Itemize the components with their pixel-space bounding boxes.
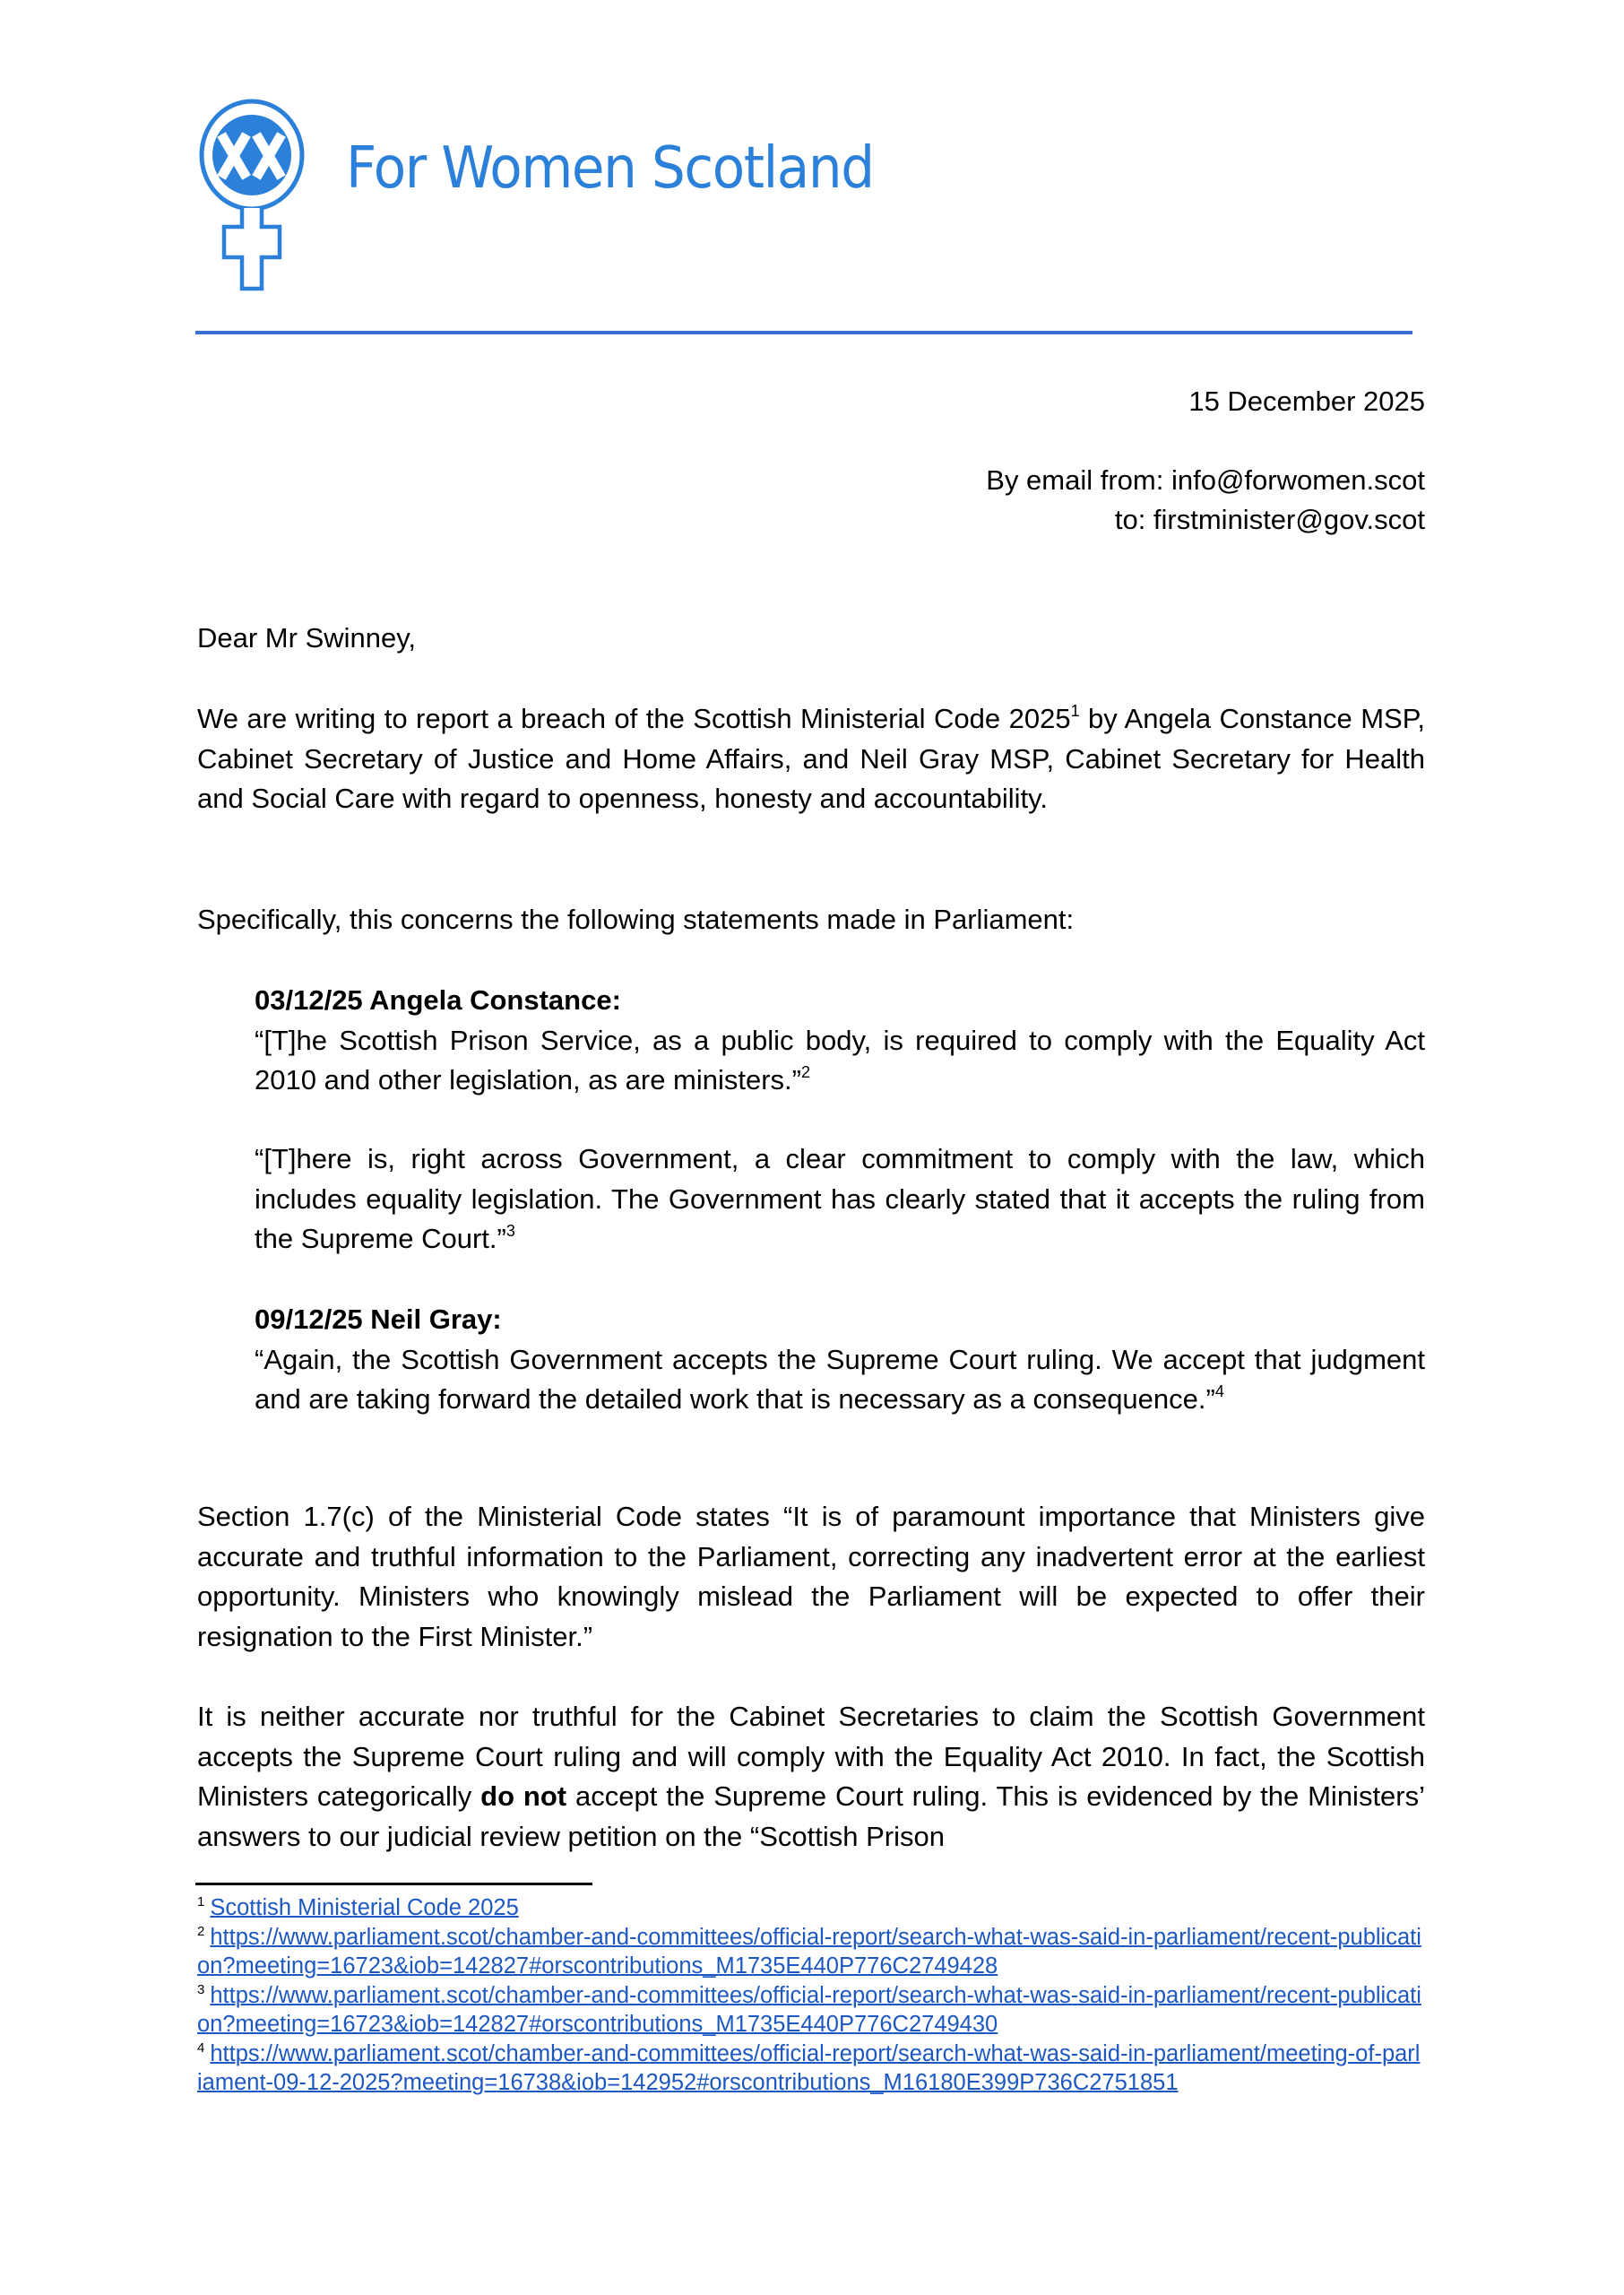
venus-symbol-xx-icon — [197, 99, 307, 292]
footnote-2 — [197, 1923, 1425, 1981]
emphasis-do-not: do not — [480, 1780, 567, 1812]
intro-text-b: by Angela Constance MSP, Cabinet Secretary of Justice and Home Affairs, and Neil Gray MSP, Cabinet Secretary for Health and Social Care with regard to openness, honesty and accountability. — [197, 703, 1425, 814]
logo — [197, 99, 307, 292]
quote-block — [255, 1139, 1425, 1260]
neither-text-a: It is neither accurate nor truthful for the Cabinet Secretaries to claim the Scottish Government accepts the Supreme Court ruling and will comply with the Equality Act 2010. In fact, the Scottish Ministers categorically — [197, 1701, 1425, 1812]
footnote-ref-4[interactable]: 4 — [1214, 1382, 1224, 1400]
letter-date: 15 December 2025 — [1188, 385, 1425, 417]
email-addresses — [986, 461, 1425, 540]
specifically-paragraph: Specifically, this concerns the following statements made in Parliament: — [197, 904, 1075, 935]
footnote-1 — [197, 1893, 1425, 1923]
email-to: to: firstminister@gov.scot — [1114, 504, 1425, 535]
email-from: By email from: info@forwomen.scot — [986, 464, 1425, 496]
quote-speaker: 03/12/25 Angela Constance: — [255, 984, 621, 1016]
footnote-number: 4 — [197, 2040, 205, 2056]
footnote-ref-2[interactable]: 2 — [801, 1063, 811, 1081]
org-name: For Women Scotland — [346, 135, 874, 202]
neither-paragraph — [197, 1697, 1425, 1857]
quote-block — [255, 981, 1425, 1101]
section-paragraph: Section 1.7(c) of the Ministerial Code states “It is of paramount importance that Ministers give accurate and truthful information to the Parliament, correcting any inadvertent error at the earliest opportunity. Ministers who knowingly mislead the Parliament will be expected to offer their resignation to the First Minister.” — [197, 1501, 1425, 1652]
header-divider — [195, 331, 1412, 334]
quote-text: “Again, the Scottish Government accepts the Supreme Court ruling. We accept that judgment and are taking forward the detailed work that is necessary as a consequence.” — [255, 1343, 1425, 1415]
footnote-3 — [197, 1981, 1425, 2040]
footnote-link-4[interactable]: https://www.parliament.scot/chamber-and-committees/official-report/search-what-was-said-in-parliament/meeting-of-parliament-09-12-2025?meeting=16738&iob=142952#orscontributions_M16180E399P736C2751851 — [197, 2040, 1421, 2095]
quote-text: “[T]he Scottish Prison Service, as a public body, is required to comply with the Equality Act 2010 and other legislation, as are ministers.” — [255, 1024, 1425, 1096]
neither-text-b: accept the Supreme Court ruling. This is evidenced by the Ministers’ answers to our judicial review petition on the “Scottish Prison — [197, 1780, 1426, 1852]
footnote-ref-1[interactable]: 1 — [1070, 702, 1080, 720]
footnote-link-1[interactable]: Scottish Ministerial Code 2025 — [210, 1895, 519, 1920]
footnotes — [197, 1893, 1425, 2098]
intro-text-a: We are writing to report a breach of the Scottish Ministerial Code 2025 — [197, 703, 1071, 734]
footnote-4 — [197, 2040, 1425, 2098]
quote-block — [255, 1300, 1425, 1420]
intro-paragraph — [197, 699, 1425, 819]
quote-text: “[T]here is, right across Government, a clear commitment to comply with the law, which includes equality legislation. The Government has clearly stated that it accepts the ruling from the Supreme Court.” — [255, 1143, 1425, 1254]
footnote-number: 3 — [197, 1981, 205, 1997]
salutation: Dear Mr Swinney, — [197, 622, 417, 654]
quote-speaker: 09/12/25 Neil Gray: — [255, 1303, 502, 1335]
footnote-divider — [195, 1883, 592, 1885]
footnote-number: 2 — [197, 1923, 205, 1939]
footnote-link-3[interactable]: https://www.parliament.scot/chamber-and-committees/official-report/search-what-was-said-in-parliament/recent-publication?meeting=16723&iob=142827#orscontributions_M1735E440P776C2749430 — [197, 1982, 1421, 2037]
footnote-number: 1 — [197, 1894, 205, 1910]
footnote-ref-3[interactable]: 3 — [505, 1222, 515, 1240]
footnote-link-2[interactable]: https://www.parliament.scot/chamber-and-committees/official-report/search-what-was-said-in-parliament/recent-publication?meeting=16723&iob=142827#orscontributions_M1735E440P776C2749428 — [197, 1924, 1421, 1979]
